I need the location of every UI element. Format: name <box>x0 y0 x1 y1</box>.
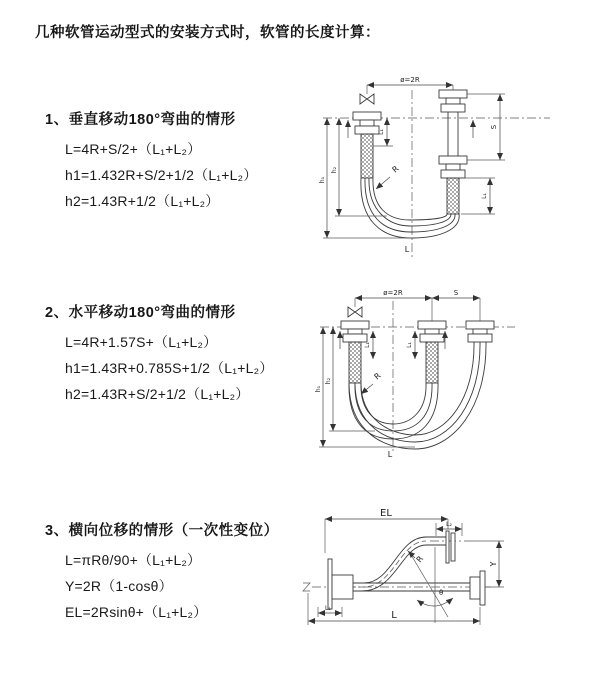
dim-label-L1-right: L₁ <box>481 193 488 199</box>
dim-label-L1-left: L₁ <box>364 342 371 348</box>
dim-label-S: S <box>453 289 459 297</box>
diagram-vertical-180-bend <box>315 70 590 262</box>
section-2-heading: 2、水平移动180°弯曲的情形 <box>45 305 236 321</box>
dim-label-h1: h₁ <box>319 176 326 184</box>
dim-label-L2: L₂ <box>446 521 452 528</box>
section-3 <box>45 519 279 625</box>
radius-callout <box>361 371 383 394</box>
dim-EL <box>325 508 448 553</box>
braided-hose-middle <box>426 342 438 383</box>
left-pipe-flange <box>353 112 381 178</box>
dim-label-h2: h₂ <box>331 166 338 174</box>
dim-label-R: R <box>390 164 401 175</box>
hose-u-bend <box>361 178 459 238</box>
section-1-formula-L: L=4R+S/2+（L₁+L₂） <box>65 141 202 157</box>
dim-label-R: R <box>372 371 383 382</box>
dim-label-R: R <box>414 554 426 565</box>
valve-icon <box>360 94 374 104</box>
dim-L1-mid <box>406 331 415 359</box>
dim-label-EL: EL <box>380 508 392 519</box>
straight-pipe-original-position <box>353 571 485 605</box>
datum-mark <box>303 583 310 591</box>
section-1-formula-h2: h2=1.43R+1/2（L₁+L₂） <box>65 193 220 209</box>
dim-label-h2: h₂ <box>325 377 332 385</box>
hose-u-bend-position1 <box>349 383 438 439</box>
left-pipe-flange <box>341 321 369 383</box>
middle-pipe-flange <box>418 321 446 383</box>
right-pipe-flanges <box>439 90 467 214</box>
braided-hose-left <box>349 342 361 383</box>
dim-span-2R <box>355 289 480 321</box>
radius-callout <box>376 164 401 189</box>
dim-label-span: ø=2R <box>400 76 420 84</box>
section-1-heading: 1、垂直移动180°弯曲的情形 <box>45 112 236 128</box>
section-3-formula-L: L=πRθ/90+（L₁+L₂） <box>65 552 202 568</box>
dim-label-h1: h₁ <box>315 385 322 393</box>
section-2-formula-L: L=4R+1.57S+（L₁+L₂） <box>65 334 218 350</box>
dim-L1-right <box>461 178 495 214</box>
dim-label-S: S <box>490 124 498 130</box>
dim-label-L1-mid: L₁ <box>406 342 413 348</box>
section-3-formula-Y: Y=2R（1-cosθ） <box>65 578 173 594</box>
valve-icon <box>348 307 362 317</box>
dim-L1 <box>318 605 342 617</box>
dim-label-L: L <box>387 450 393 459</box>
dim-label-Y: Y <box>489 561 498 567</box>
section-2 <box>45 301 273 407</box>
dim-label-L: L <box>404 245 410 254</box>
dim-label-L1-left: L₁ <box>378 129 385 135</box>
left-flange <box>328 559 353 609</box>
right-pipe-flange <box>466 321 494 342</box>
dim-label-L: L <box>391 610 397 621</box>
dim-label-L1: L₁ <box>325 605 331 612</box>
section-1 <box>45 108 257 214</box>
section-2-formula-h1: h1=1.43R+0.785S+1/2（L₁+L₂） <box>65 360 274 376</box>
braided-hose-left <box>361 134 373 178</box>
section-2-formula-h2: h2=1.43R+S/2+1/2（L₁+L₂） <box>65 386 250 402</box>
dim-label-theta: θ <box>439 589 444 597</box>
section-3-formula-EL: EL=2Rsinθ+（L₁+L₂） <box>65 604 208 620</box>
dim-label-span: ø=2R <box>383 289 403 297</box>
diagram-lateral-displacement <box>298 503 598 643</box>
page-title: 几种软管运动型式的安装方式时，软管的长度计算： <box>35 25 380 41</box>
section-3-heading: 3、横向位移的情形（一次性变位） <box>45 523 279 539</box>
braided-hose-right <box>447 178 459 214</box>
diagram-horizontal-180-bend <box>315 283 590 461</box>
radius-callout <box>408 551 425 564</box>
section-1-formula-h1: h1=1.432R+S/2+1/2（L₁+L₂） <box>65 167 258 183</box>
upper-flange <box>428 531 455 563</box>
